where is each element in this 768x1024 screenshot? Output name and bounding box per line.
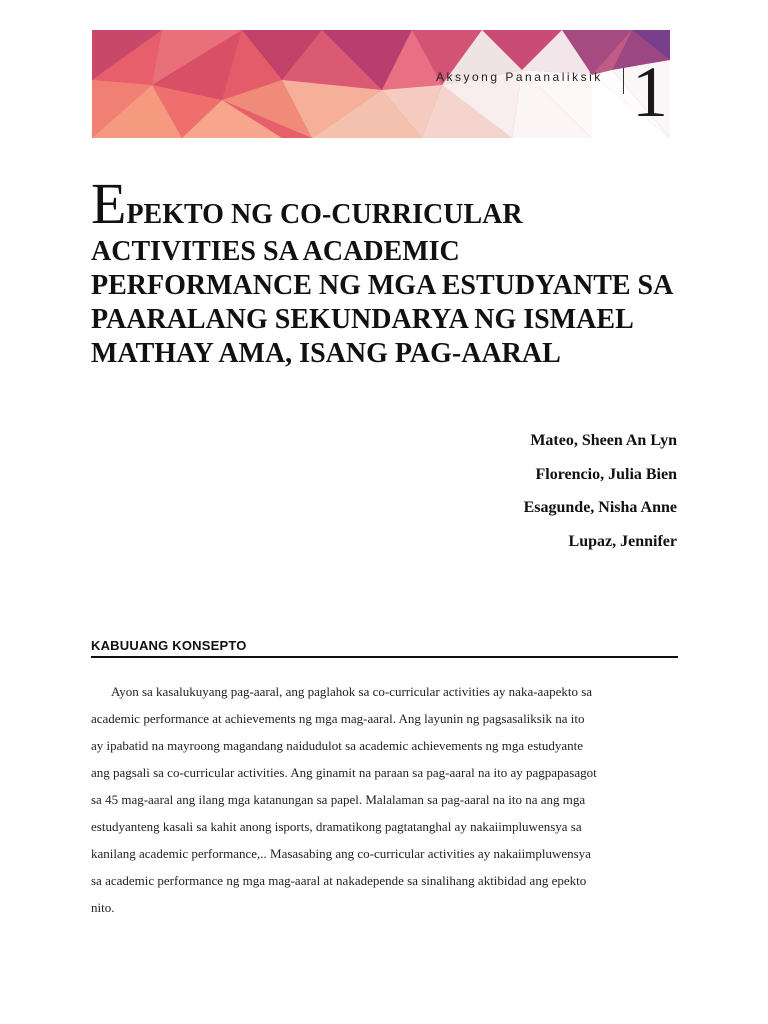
abstract-line: nito. — [91, 900, 115, 915]
author-name: Mateo, Sheen An Lyn — [530, 432, 677, 449]
abstract-line: sa 45 mag-aaral ang ilang mga katanungan sa papel. Malalaman sa pag-aaral na ito na ang mga — [91, 792, 586, 807]
abstract-line: Ayon sa kasalukuyang pag-aaral, ang paglahok sa co-curricular activities ay naka-aapekto sa — [111, 684, 593, 699]
document-title — [91, 171, 691, 371]
author-name: Esagunde, Nisha Anne — [523, 499, 677, 516]
title-first-line — [91, 171, 691, 236]
abstract-line: kanilang academic performance,.. Masasabing ang co-curricular activities ay nakaiimpluwensya — [91, 846, 591, 861]
author-list — [524, 424, 677, 558]
geometric-banner-background — [92, 30, 670, 138]
section-heading: KABUUANG KONSEPTO — [91, 638, 678, 658]
abstract-paragraph — [91, 678, 681, 921]
author-name: Florencio, Julia Bien — [535, 465, 677, 483]
title-line: MATHAY AMA, ISANG PAG-AARAL — [91, 338, 561, 369]
abstract-line: academic performance at achievements ng mga mag-aaral. Ang layunin ng pagsasaliksik na ito — [91, 711, 585, 726]
title-line: ACTIVITIES SA ACADEMIC — [91, 236, 460, 267]
abstract-line: sa academic performance ng mga mag-aaral at nakadepende sa sinalihang aktibidad ang epekto — [91, 873, 587, 888]
abstract-line: estudyanteng kasali sa kahit anong isports, dramatikong pagtatanghal ay nakaiimpluwensya sa — [91, 819, 582, 834]
abstract-line: ang pagsali sa co-curricular activities. Ang ginamit na paraan sa pag-aaral na ito ay pagpapasagot — [91, 765, 597, 780]
title-first-line-rest: PEKTO NG CO-CURRICULAR — [126, 199, 523, 230]
title-drop-cap: E — [91, 171, 127, 236]
banner-divider — [623, 68, 624, 94]
title-line: PAARALANG SEKUNDARYA NG ISMAEL — [91, 304, 634, 335]
title-line: PERFORMANCE NG MGA ESTUDYANTE SA — [91, 270, 674, 301]
header-banner — [92, 30, 670, 138]
abstract-line: ay ipabatid na mayroong magandang naidudulot sa academic achievements ng mga estudyante — [91, 738, 584, 753]
chapter-number: 1 — [632, 52, 668, 132]
author-name: Lupaz, Jennifer — [568, 532, 677, 550]
series-label: Aksyong Pananaliksik — [436, 70, 603, 84]
